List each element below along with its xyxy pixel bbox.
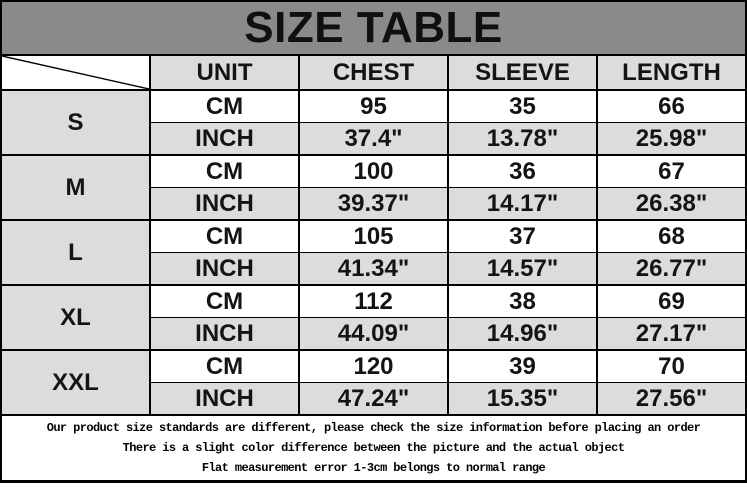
unit-label-inch: INCH bbox=[150, 188, 299, 221]
cell-value: 25.98" bbox=[597, 123, 746, 156]
cell-value: 70 bbox=[597, 350, 746, 383]
cell-value: 44.09" bbox=[299, 318, 448, 351]
cell-value: 38 bbox=[448, 285, 597, 318]
cell-value: 120 bbox=[299, 350, 448, 383]
cell-value: 95 bbox=[299, 90, 448, 123]
size-label-xxl: XXL bbox=[1, 350, 150, 415]
footer-note-line: Flat measurement error 1-3cm belongs to normal range bbox=[201, 460, 546, 475]
cell-value: 13.78" bbox=[448, 123, 597, 156]
header-corner-cell bbox=[1, 55, 150, 90]
table-row-m-cm bbox=[1, 155, 746, 188]
footer-note-line: There is a slight color difference between the picture and the actual object bbox=[122, 440, 625, 455]
table-row-xl-cm bbox=[1, 285, 746, 318]
cell-value: 39.37" bbox=[299, 188, 448, 221]
size-label-s: S bbox=[1, 90, 150, 155]
size-label-m: M bbox=[1, 155, 150, 220]
size-label-xl: XL bbox=[1, 285, 150, 350]
table-row-l-cm bbox=[1, 220, 746, 253]
column-header-length: LENGTH bbox=[597, 55, 746, 90]
cell-value: 37 bbox=[448, 220, 597, 253]
cell-value: 27.56" bbox=[597, 383, 746, 416]
cell-value: 26.38" bbox=[597, 188, 746, 221]
unit-label-inch: INCH bbox=[150, 318, 299, 351]
column-header-unit: UNIT bbox=[150, 55, 299, 90]
unit-label-inch: INCH bbox=[150, 383, 299, 416]
unit-label-cm: CM bbox=[150, 220, 299, 253]
unit-label-cm: CM bbox=[150, 90, 299, 123]
footer-note-line: Our product size standards are different, please check the size information before placing an order bbox=[46, 420, 701, 435]
column-header-sleeve: SLEEVE bbox=[448, 55, 597, 90]
size-label-l: L bbox=[1, 220, 150, 285]
title-row bbox=[1, 1, 746, 55]
cell-value: 37.4" bbox=[299, 123, 448, 156]
diagonal-line bbox=[2, 56, 149, 89]
cell-value: 15.35" bbox=[448, 383, 597, 416]
unit-label-inch: INCH bbox=[150, 123, 299, 156]
cell-value: 100 bbox=[299, 155, 448, 188]
cell-value: 68 bbox=[597, 220, 746, 253]
cell-value: 35 bbox=[448, 90, 597, 123]
unit-label-cm: CM bbox=[150, 285, 299, 318]
unit-label-inch: INCH bbox=[150, 253, 299, 286]
cell-value: 67 bbox=[597, 155, 746, 188]
disclaimer-footer bbox=[0, 416, 747, 483]
cell-value: 69 bbox=[597, 285, 746, 318]
cell-value: 41.34" bbox=[299, 253, 448, 286]
page-title: SIZE TABLE bbox=[1, 1, 746, 55]
column-header-chest: CHEST bbox=[299, 55, 448, 90]
table-row-s-cm bbox=[1, 90, 746, 123]
cell-value: 105 bbox=[299, 220, 448, 253]
cell-value: 66 bbox=[597, 90, 746, 123]
cell-value: 14.17" bbox=[448, 188, 597, 221]
cell-value: 39 bbox=[448, 350, 597, 383]
cell-value: 26.77" bbox=[597, 253, 746, 286]
cell-value: 47.24" bbox=[299, 383, 448, 416]
cell-value: 27.17" bbox=[597, 318, 746, 351]
unit-label-cm: CM bbox=[150, 155, 299, 188]
cell-value: 112 bbox=[299, 285, 448, 318]
unit-label-cm: CM bbox=[150, 350, 299, 383]
cell-value: 36 bbox=[448, 155, 597, 188]
header-row bbox=[1, 55, 746, 90]
cell-value: 14.96" bbox=[448, 318, 597, 351]
cell-value: 14.57" bbox=[448, 253, 597, 286]
table-row-xxl-cm bbox=[1, 350, 746, 383]
